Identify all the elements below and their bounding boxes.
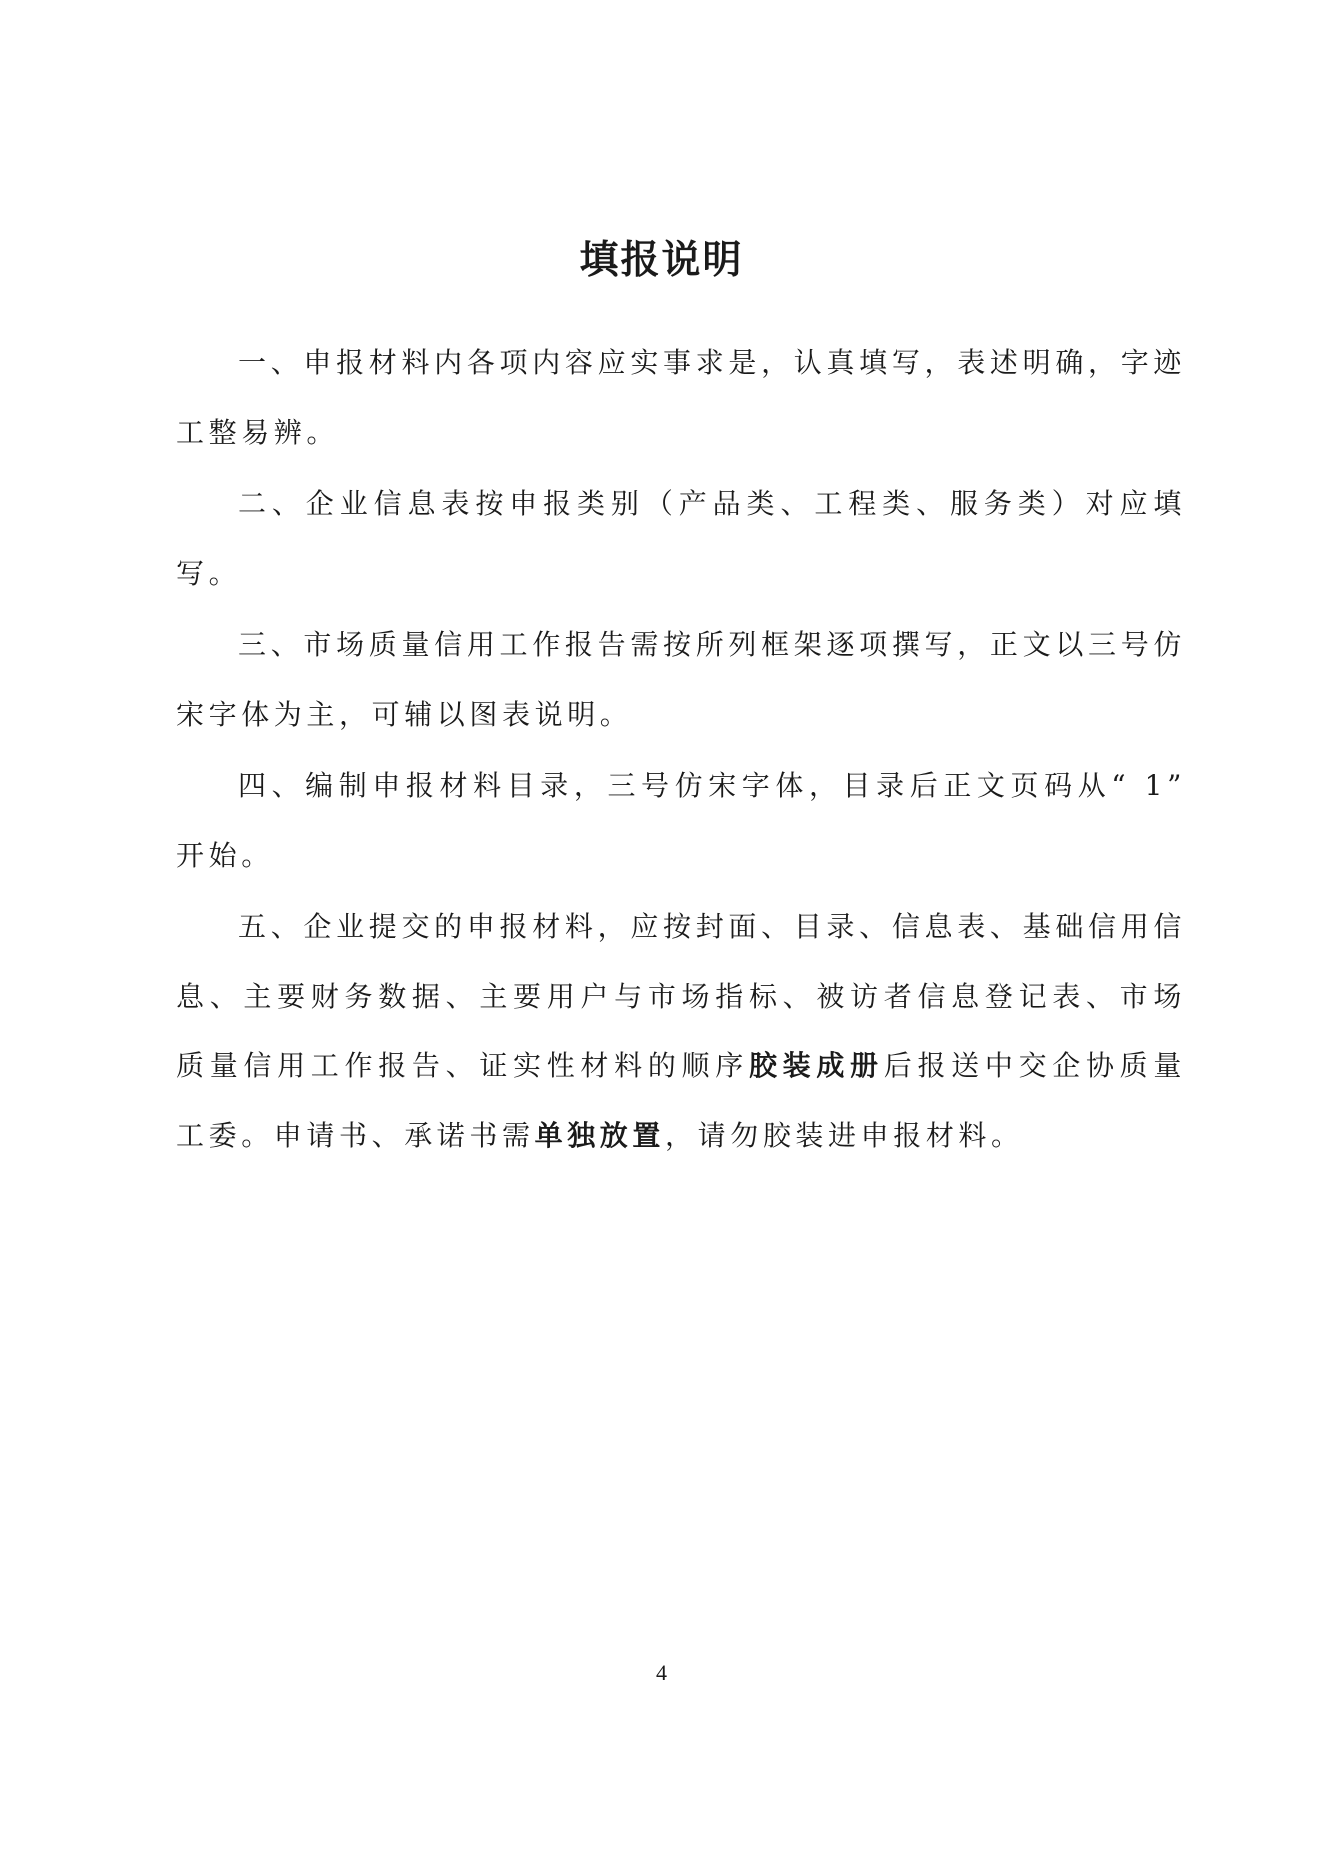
paragraph-5-text-2: 后报送中交企协质量工委。申请书、承诺书需 — [176, 1049, 1186, 1152]
instruction-paragraph-4: 四、编制申报材料目录，三号仿宋字体，目录后正文页码从“ 1” 开始。 — [176, 769, 1186, 872]
instructions-body — [176, 328, 1186, 1172]
page-number: 4 — [656, 1660, 667, 1685]
instruction-paragraph-5 — [176, 892, 1186, 1170]
paragraph-5-text-3: ，请勿胶装进申报材料。 — [665, 1118, 1024, 1152]
instruction-paragraph-1: 一、申报材料内各项内容应实事求是，认真填写，表述明确，字迹工整易辨。 — [176, 346, 1186, 449]
instruction-paragraph-2: 二、企业信息表按申报类别（产品类、工程类、服务类）对应填写。 — [176, 487, 1186, 590]
paragraph-5-text-1: 五、企业提交的申报材料，应按封面、目录、信息表、基础信用信息、主要财务数据、主要用户与市场指标、被访者信息登记表、市场质量信用工作报告、证实性材料的顺序 — [176, 910, 1186, 1082]
paragraph-5-emphasis-separate: 单独放置 — [534, 1118, 666, 1152]
instruction-paragraph-3: 三、市场质量信用工作报告需按所列框架逐项撰写，正文以三号仿宋字体为主，可辅以图表说明。 — [176, 628, 1186, 731]
document-title: 填报说明 — [579, 237, 744, 283]
paragraph-5-emphasis-binding: 胶装成册 — [748, 1049, 884, 1082]
